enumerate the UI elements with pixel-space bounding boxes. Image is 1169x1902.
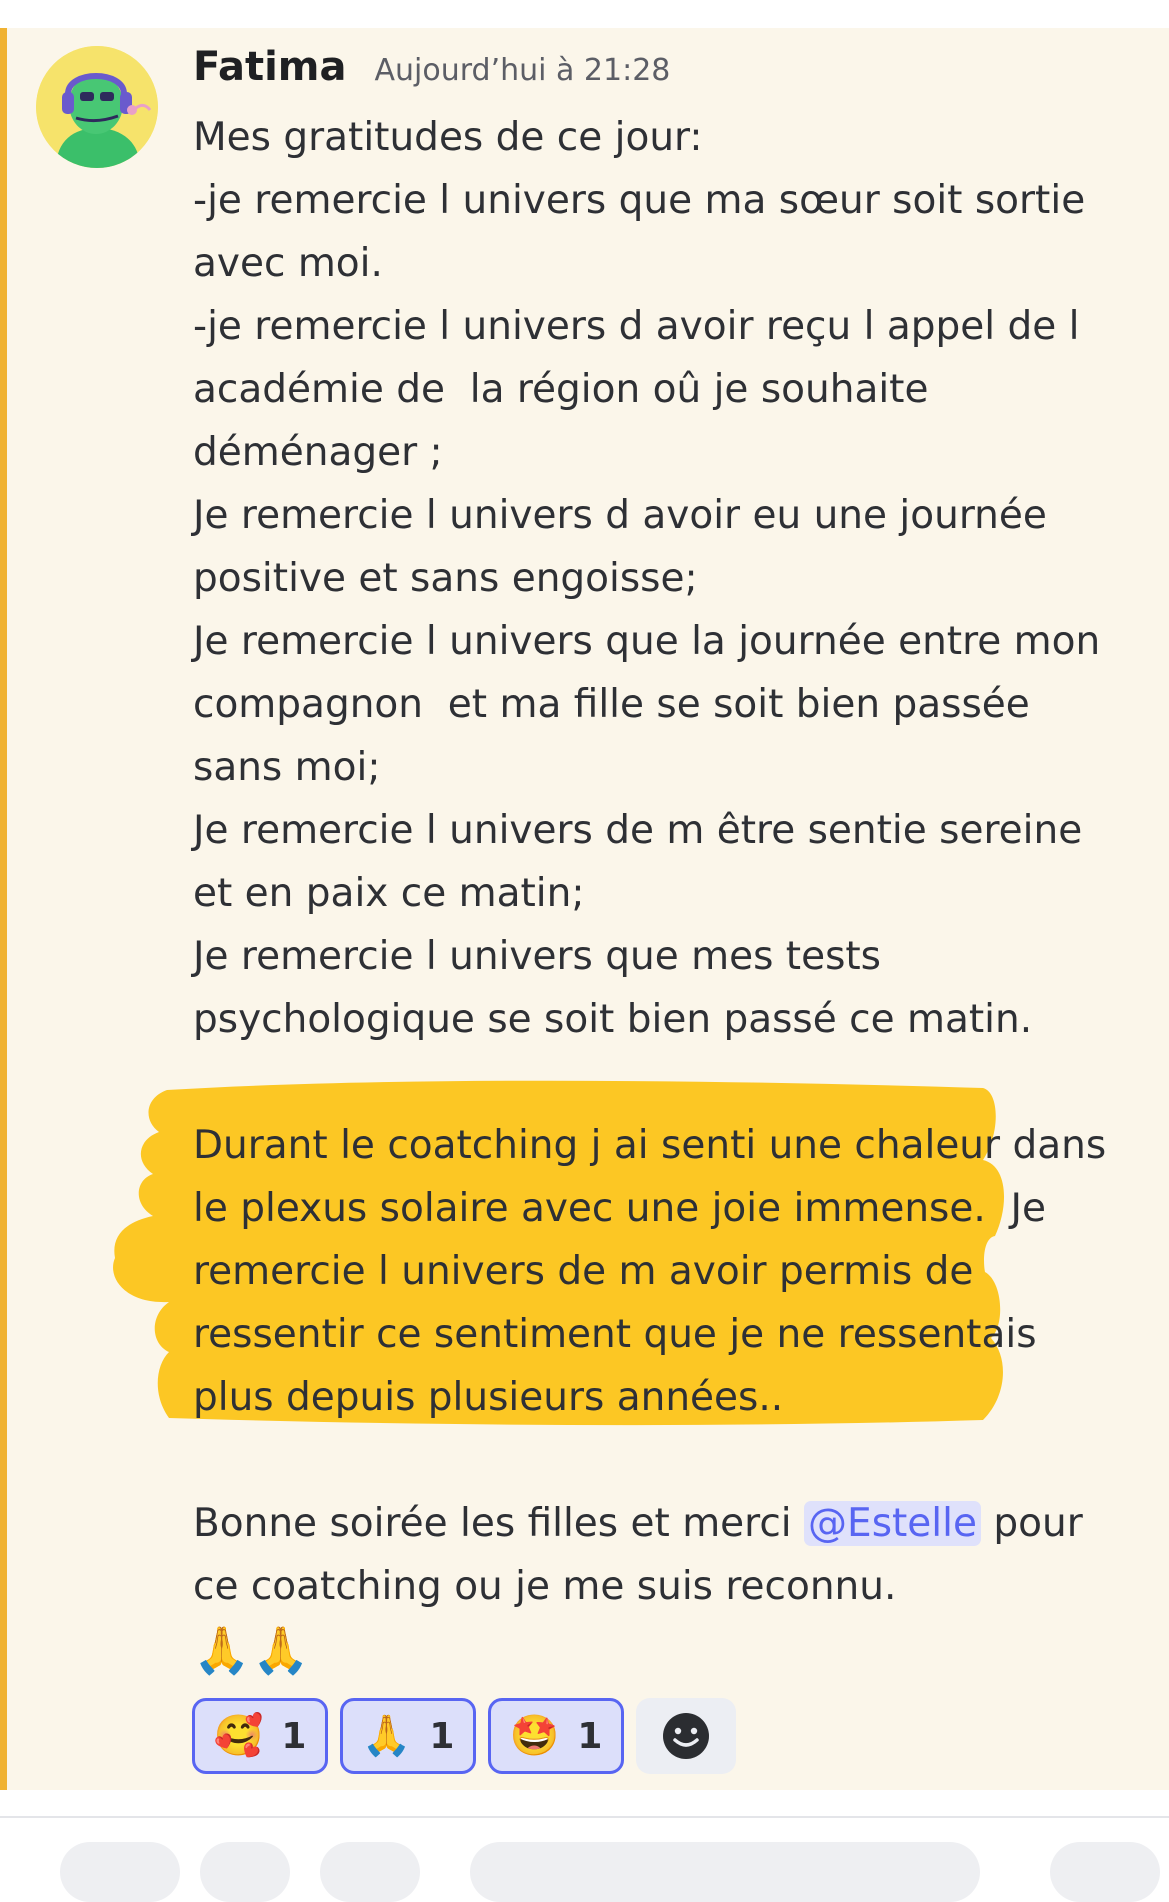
message-header [193,44,670,104]
message-line: le plexus solaire avec une joie immense. Je [193,1186,1047,1231]
message-line: remercie l univers de m avoir permis de [193,1249,974,1294]
closing-text: pour [980,1501,1083,1546]
message-line: compagnon et ma fille se soit bien passée [193,682,1030,727]
timestamp: Aujourd’hui à 21:28 [374,53,671,88]
message-line: -je remercie l univers d avoir reçu l appel de l [193,304,1080,349]
message-line: déménager ; [193,430,443,475]
toolbar-button[interactable] [1050,1842,1160,1902]
message-line [193,1492,1153,1555]
message-line: -je remercie l univers que ma sœur soit sortie [193,178,1086,223]
message-line: académie de la région oû je souhaite [193,367,929,412]
message-line: sans moi; [193,745,381,790]
message-line: Je remercie l univers que la journée entre mon [193,619,1101,664]
message-line: Durant le coatching j ai senti une chaleur dans [193,1123,1107,1168]
message-line: psychologique se soit bien passé ce matin. [193,997,1033,1042]
reaction-smiling-face-with-hearts[interactable] [192,1698,328,1774]
reactions-bar [192,1698,736,1774]
message-line: Je remercie l univers que mes tests [193,934,882,979]
message-line: et en paix ce matin; [193,871,585,916]
divider [0,1816,1169,1818]
add-reaction-button[interactable] [636,1698,736,1774]
message-line: plus depuis plusieurs années.. [193,1375,784,1420]
emoji-line [193,1618,1153,1681]
avatar[interactable] [36,46,158,168]
mention-highlight-bar [0,28,7,1790]
toolbar-button[interactable] [200,1842,290,1902]
closing-text: Bonne soirée les filles et merci [193,1501,805,1546]
avatar-icon [36,46,158,168]
message-line: ce coatching ou je me suis reconnu. [193,1564,897,1609]
message-input[interactable] [470,1842,980,1902]
toolbar-button[interactable] [60,1842,180,1902]
reaction-count: 1 [281,1715,307,1757]
add-reaction-smiley-icon [659,1709,713,1763]
message-line: Je remercie l univers d avoir eu une journée [193,493,1047,538]
star-struck-icon: 🤩 [509,1713,560,1759]
reaction-star-struck[interactable] [488,1698,624,1774]
smiling-face-with-hearts-icon: 🥰 [213,1713,264,1759]
folded-hands-icon: 🙏 [193,1622,251,1677]
message-line: Je remercie l univers de m être sentie sereine [193,808,1083,853]
message-line: ressentir ce sentiment que je ne ressentais [193,1312,1037,1357]
highlighted-passage [193,1114,1153,1429]
username[interactable]: Fatima [193,44,347,90]
message-content [193,106,1153,1681]
user-mention[interactable]: @Estelle [804,1501,981,1546]
toolbar-button[interactable] [320,1842,420,1902]
message-line: avec moi. [193,241,383,286]
message[interactable] [0,28,1169,1790]
folded-hands-icon: 🙏 [252,1622,310,1677]
reaction-count: 1 [577,1715,603,1757]
reaction-folded-hands[interactable] [340,1698,476,1774]
highlighted-text [193,1114,1153,1429]
message-line: positive et sans engoisse; [193,556,698,601]
message-line: Mes gratitudes de ce jour: [193,115,703,160]
folded-hands-icon: 🙏 [361,1713,412,1759]
reaction-count: 1 [429,1715,455,1757]
